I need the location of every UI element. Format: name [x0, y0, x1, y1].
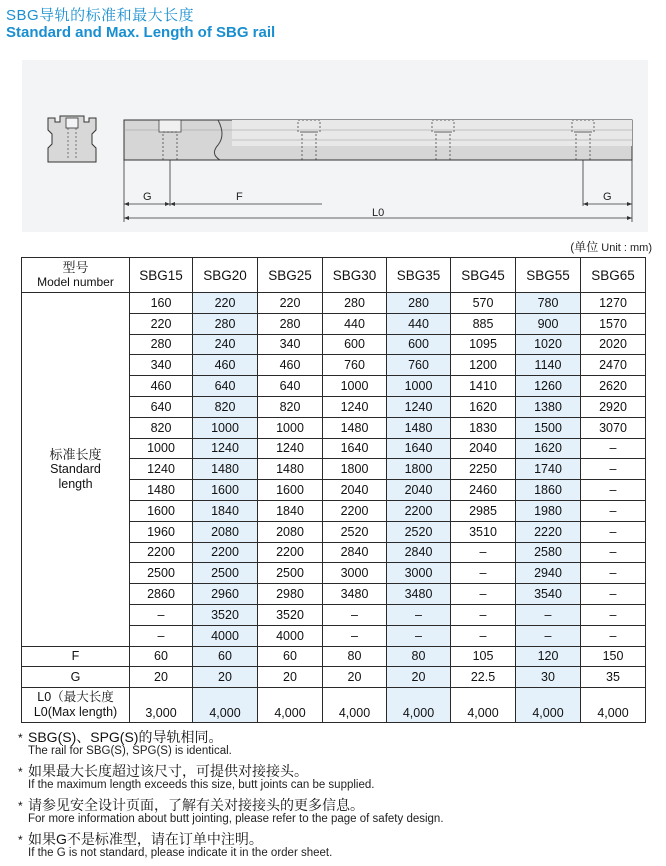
- standard-length-cell: –: [581, 500, 646, 521]
- g-cell: 20: [258, 667, 323, 688]
- standard-length-cell: 220: [258, 293, 323, 314]
- standard-length-cell: 600: [323, 334, 387, 355]
- standard-length-cell: 440: [387, 313, 451, 334]
- standard-length-cell: 160: [130, 293, 193, 314]
- standard-length-cell: 220: [130, 313, 193, 334]
- header-sbg20: SBG20: [193, 258, 258, 293]
- header-sbg55: SBG55: [516, 258, 581, 293]
- l0-cell: 4,000: [193, 688, 258, 723]
- standard-length-cell: 280: [130, 334, 193, 355]
- standard-length-cell: 570: [451, 293, 516, 314]
- standard-length-cell: 2200: [258, 542, 323, 563]
- header-sbg25: SBG25: [258, 258, 323, 293]
- standard-length-cell: 1260: [516, 376, 581, 397]
- standard-length-cell: 1860: [516, 480, 581, 501]
- l0-label: [22, 688, 130, 723]
- standard-length-cell: 820: [258, 396, 323, 417]
- standard-label-cn: 标准长度: [49, 446, 102, 462]
- standard-length-cell: 1410: [451, 376, 516, 397]
- standard-length-cell: –: [581, 584, 646, 605]
- standard-length-cell: 2520: [387, 521, 451, 542]
- l0-cell: 4,000: [516, 688, 581, 723]
- standard-length-cell: 1480: [193, 459, 258, 480]
- f-row: [22, 646, 646, 667]
- standard-length-cell: 1980: [516, 500, 581, 521]
- standard-length-cell: 2200: [130, 542, 193, 563]
- standard-length-cell: –: [581, 480, 646, 501]
- unit-note-cn: (单位: [570, 240, 599, 254]
- standard-length-cell: 2620: [581, 376, 646, 397]
- standard-length-cell: 1960: [130, 521, 193, 542]
- g-cell: 20: [387, 667, 451, 688]
- standard-label-en1: Standard: [50, 461, 101, 476]
- standard-length-cell: 1840: [193, 500, 258, 521]
- standard-label-en2: length: [58, 476, 93, 491]
- standard-length-cell: 1140: [516, 355, 581, 376]
- f-cell: 80: [387, 646, 451, 667]
- standard-length-cell: 2580: [516, 542, 581, 563]
- rail-side-view: [124, 120, 632, 160]
- standard-length-cell: 1240: [387, 396, 451, 417]
- standard-length-cell: 1840: [258, 500, 323, 521]
- standard-length-cell: 780: [516, 293, 581, 314]
- standard-length-cell: 2985: [451, 500, 516, 521]
- note-2-cn: 如果最大长度超过该尺寸，可提供对接接头。: [28, 763, 308, 779]
- notes: [18, 729, 648, 866]
- note-bullet: *: [18, 799, 23, 813]
- standard-length-cell: 640: [258, 376, 323, 397]
- standard-length-cell: 1000: [130, 438, 193, 459]
- dim-l0: L0: [372, 207, 385, 219]
- standard-length-cell: 1640: [323, 438, 387, 459]
- standard-length-cell: 760: [387, 355, 451, 376]
- l0-label-en: L0(Max length): [33, 705, 118, 720]
- standard-length-cell: 2460: [451, 480, 516, 501]
- header-model-en: Model number: [37, 275, 114, 289]
- note-bullet: *: [18, 731, 23, 745]
- standard-length-cell: –: [323, 604, 387, 625]
- standard-length-cell: 1095: [451, 334, 516, 355]
- standard-length-cell: 820: [130, 417, 193, 438]
- standard-length-cell: 1740: [516, 459, 581, 480]
- standard-length-cell: 2040: [387, 480, 451, 501]
- g-row: [22, 667, 646, 688]
- f-cell: 105: [451, 646, 516, 667]
- f-cell: 60: [130, 646, 193, 667]
- standard-length-cell: 240: [193, 334, 258, 355]
- standard-length-cell: 280: [323, 293, 387, 314]
- standard-length-label: [22, 293, 130, 647]
- standard-length-cell: 2040: [451, 438, 516, 459]
- standard-length-cell: 460: [258, 355, 323, 376]
- standard-length-cell: 2500: [130, 563, 193, 584]
- standard-length-cell: –: [516, 604, 581, 625]
- standard-length-cell: 2960: [193, 584, 258, 605]
- g-cell: 30: [516, 667, 581, 688]
- standard-length-cell: –: [581, 542, 646, 563]
- g-cell: 20: [323, 667, 387, 688]
- table-body: [22, 293, 646, 723]
- standard-length-cell: 1600: [193, 480, 258, 501]
- standard-length-cell: 1480: [387, 417, 451, 438]
- standard-length-cell: –: [451, 604, 516, 625]
- standard-length-cell: 2840: [323, 542, 387, 563]
- standard-length-cell: 2200: [387, 500, 451, 521]
- standard-length-cell: 2840: [387, 542, 451, 563]
- standard-length-cell: 4000: [193, 625, 258, 646]
- standard-length-cell: 2500: [258, 563, 323, 584]
- standard-length-cell: 2200: [323, 500, 387, 521]
- standard-length-cell: –: [451, 563, 516, 584]
- standard-length-cell: –: [387, 604, 451, 625]
- title-en: Standard and Max. Length of SBG rail: [6, 24, 276, 41]
- table-header-row: [22, 258, 646, 293]
- standard-length-cell: 2520: [323, 521, 387, 542]
- standard-length-cell: 3520: [258, 604, 323, 625]
- note-2-en: If the maximum length exceeds this size, butt joints can be supplied.: [28, 779, 375, 791]
- note-3-en: For more information about butt jointing, please refer to the page of safety design.: [28, 813, 444, 825]
- standard-length-cell: 1620: [451, 396, 516, 417]
- standard-length-cell: –: [581, 459, 646, 480]
- f-cell: 60: [258, 646, 323, 667]
- standard-length-cell: 3000: [323, 563, 387, 584]
- g-cell: 22.5: [451, 667, 516, 688]
- standard-length-cell: 280: [193, 313, 258, 334]
- standard-length-cell: 440: [323, 313, 387, 334]
- standard-length-cell: 1570: [581, 313, 646, 334]
- l0-row: [22, 688, 646, 723]
- standard-length-cell: 3070: [581, 417, 646, 438]
- standard-length-cell: 280: [258, 313, 323, 334]
- standard-length-cell: 1240: [193, 438, 258, 459]
- g-cell: 20: [193, 667, 258, 688]
- standard-length-cell: –: [581, 604, 646, 625]
- standard-length-cell: –: [516, 625, 581, 646]
- standard-length-cell: 1020: [516, 334, 581, 355]
- standard-length-cell: 2080: [193, 521, 258, 542]
- standard-length-cell: 2220: [516, 521, 581, 542]
- standard-length-cell: 280: [387, 293, 451, 314]
- standard-length-cell: 1000: [193, 417, 258, 438]
- table-row: [22, 293, 646, 314]
- standard-length-cell: 1480: [130, 480, 193, 501]
- standard-length-cell: 2470: [581, 355, 646, 376]
- l0-cell: 3,000: [130, 688, 193, 723]
- standard-length-cell: 1240: [323, 396, 387, 417]
- standard-length-cell: –: [323, 625, 387, 646]
- standard-length-cell: 1800: [323, 459, 387, 480]
- standard-length-cell: 1270: [581, 293, 646, 314]
- standard-length-cell: 640: [193, 376, 258, 397]
- standard-length-cell: 1640: [387, 438, 451, 459]
- header-model-cn: 型号: [62, 260, 89, 275]
- standard-length-cell: –: [581, 625, 646, 646]
- standard-length-cell: 220: [193, 293, 258, 314]
- standard-length-cell: 2080: [258, 521, 323, 542]
- f-cell: 80: [323, 646, 387, 667]
- dim-g-left: G: [143, 191, 152, 203]
- note-3: [18, 797, 648, 826]
- f-cell: 150: [581, 646, 646, 667]
- note-1: [18, 729, 648, 758]
- g-label: G: [22, 667, 130, 688]
- standard-length-cell: 460: [193, 355, 258, 376]
- standard-length-cell: 3520: [193, 604, 258, 625]
- dim-f: F: [236, 191, 243, 203]
- l0-label-cn: L0（最大长度: [37, 690, 114, 705]
- standard-length-cell: 1380: [516, 396, 581, 417]
- standard-length-cell: 3480: [323, 584, 387, 605]
- standard-length-cell: –: [581, 521, 646, 542]
- title-cn: SBG导轨的标准和最大长度: [6, 7, 195, 24]
- l0-cell: 4,000: [581, 688, 646, 723]
- header-sbg30: SBG30: [323, 258, 387, 293]
- note-1-cn: SBG(S)、SPG(S)的导轨相同。: [28, 729, 223, 745]
- standard-length-cell: 885: [451, 313, 516, 334]
- standard-length-cell: 2940: [516, 563, 581, 584]
- g-cell: 20: [130, 667, 193, 688]
- f-label: F: [22, 646, 130, 667]
- l0-cell: 4,000: [387, 688, 451, 723]
- header-sbg35: SBG35: [387, 258, 451, 293]
- standard-length-cell: 900: [516, 313, 581, 334]
- note-4-en: If the G is not standard, please indicate it in the order sheet.: [28, 847, 333, 859]
- standard-length-cell: 1000: [387, 376, 451, 397]
- standard-length-cell: 2920: [581, 396, 646, 417]
- standard-length-cell: 1800: [387, 459, 451, 480]
- standard-length-cell: 1620: [516, 438, 581, 459]
- header-sbg45: SBG45: [451, 258, 516, 293]
- standard-length-cell: 1200: [451, 355, 516, 376]
- unit-note-en: Unit : mm): [601, 242, 652, 254]
- standard-length-cell: –: [451, 625, 516, 646]
- standard-length-cell: 1600: [258, 480, 323, 501]
- standard-length-cell: 2250: [451, 459, 516, 480]
- note-1-en: The rail for SBG(S), SPG(S) is identical.: [28, 745, 232, 757]
- standard-length-cell: 1480: [323, 417, 387, 438]
- standard-length-cell: 1480: [258, 459, 323, 480]
- standard-length-cell: 3540: [516, 584, 581, 605]
- l0-cell: 4,000: [451, 688, 516, 723]
- standard-length-cell: 3480: [387, 584, 451, 605]
- standard-length-cell: 2040: [323, 480, 387, 501]
- standard-length-cell: 1830: [451, 417, 516, 438]
- standard-length-cell: 1000: [323, 376, 387, 397]
- standard-length-cell: 2980: [258, 584, 323, 605]
- standard-length-cell: 600: [387, 334, 451, 355]
- length-table: [21, 257, 646, 723]
- note-4-cn: 如果G不是标准型，请在订单中注明。: [28, 831, 263, 847]
- note-2: [18, 763, 648, 792]
- standard-length-cell: –: [581, 438, 646, 459]
- note-3-cn: 请参见安全设计页面，了解有关对接接头的更多信息。: [28, 797, 364, 813]
- standard-length-cell: 3510: [451, 521, 516, 542]
- standard-length-cell: 4000: [258, 625, 323, 646]
- f-cell: 120: [516, 646, 581, 667]
- note-bullet: *: [18, 765, 23, 779]
- standard-length-cell: 760: [323, 355, 387, 376]
- standard-length-cell: 3000: [387, 563, 451, 584]
- standard-length-cell: –: [130, 604, 193, 625]
- standard-length-cell: 1600: [130, 500, 193, 521]
- g-cell: 35: [581, 667, 646, 688]
- standard-length-cell: 2020: [581, 334, 646, 355]
- standard-length-cell: 1000: [258, 417, 323, 438]
- standard-length-cell: –: [387, 625, 451, 646]
- dim-g-right: G: [603, 191, 612, 203]
- header-model: [22, 258, 130, 293]
- standard-length-cell: 460: [130, 376, 193, 397]
- note-4: [18, 831, 648, 860]
- standard-length-cell: 1500: [516, 417, 581, 438]
- standard-length-cell: 1240: [258, 438, 323, 459]
- standard-length-cell: –: [451, 584, 516, 605]
- standard-length-cell: 2200: [193, 542, 258, 563]
- standard-length-cell: 2500: [193, 563, 258, 584]
- standard-length-cell: –: [130, 625, 193, 646]
- standard-length-cell: 2860: [130, 584, 193, 605]
- standard-length-cell: –: [581, 563, 646, 584]
- header-sbg65: SBG65: [581, 258, 646, 293]
- f-cell: 60: [193, 646, 258, 667]
- rail-drawing: [22, 60, 648, 232]
- l0-cell: 4,000: [258, 688, 323, 723]
- header-sbg15: SBG15: [130, 258, 193, 293]
- standard-length-cell: 340: [258, 334, 323, 355]
- l0-cell: 4,000: [323, 688, 387, 723]
- standard-length-cell: 820: [193, 396, 258, 417]
- unit-note: [570, 238, 652, 255]
- standard-length-cell: 1240: [130, 459, 193, 480]
- standard-length-cell: –: [451, 542, 516, 563]
- standard-length-cell: 640: [130, 396, 193, 417]
- standard-length-cell: 340: [130, 355, 193, 376]
- note-bullet: *: [18, 833, 23, 847]
